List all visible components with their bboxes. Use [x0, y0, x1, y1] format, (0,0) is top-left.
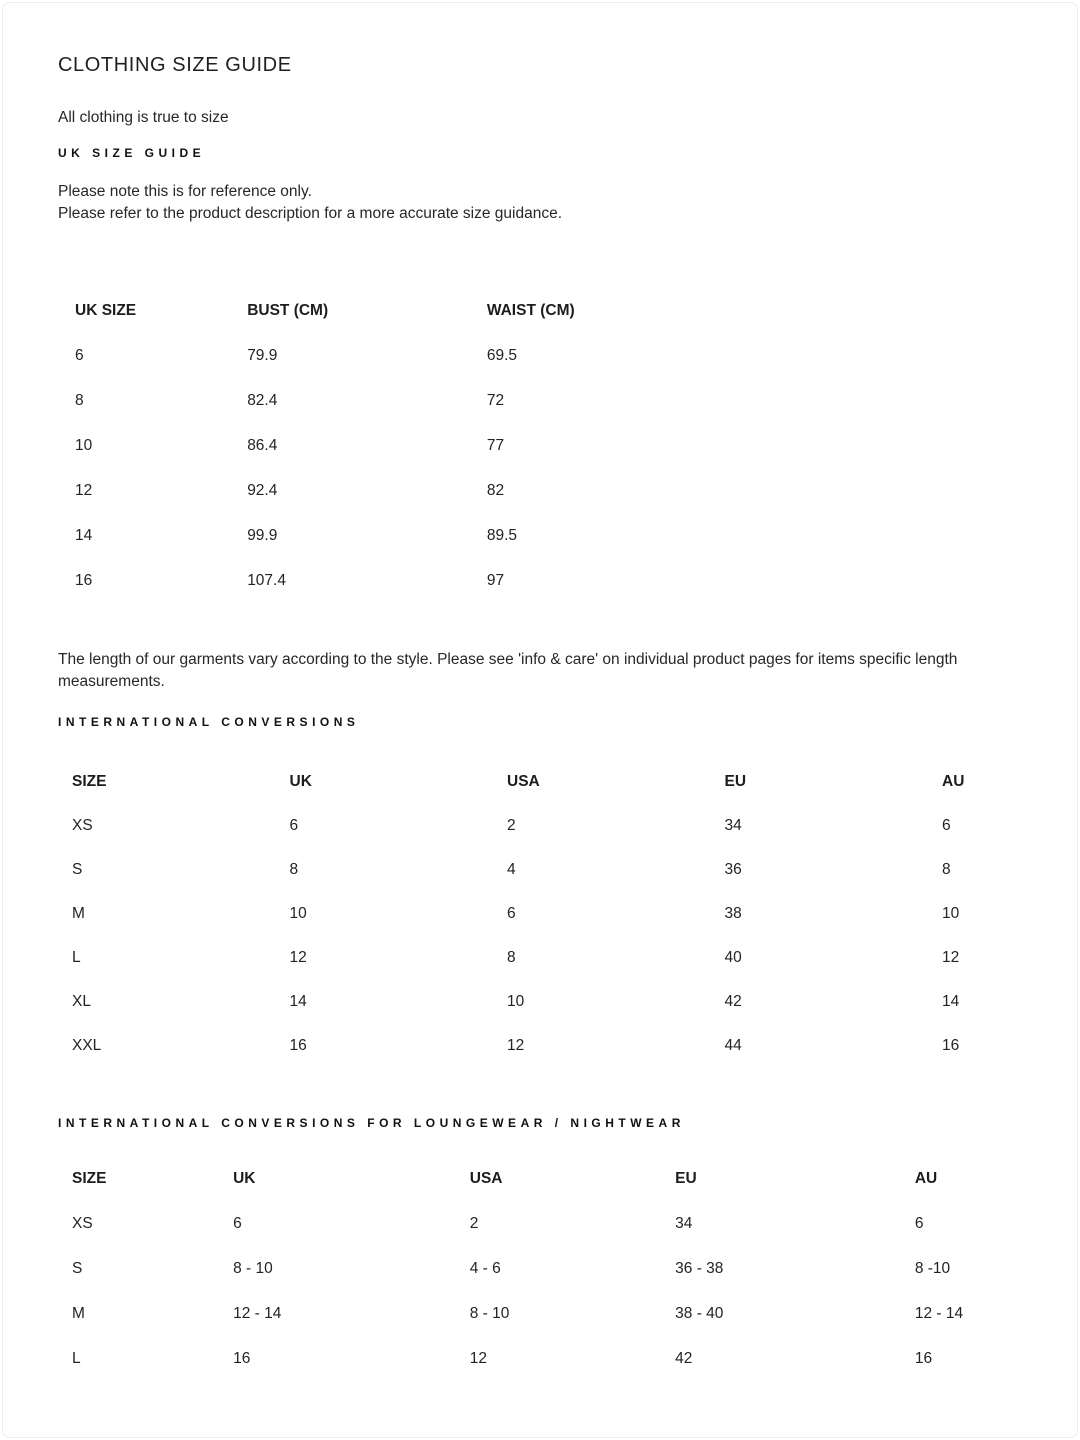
table-cell: 86.4: [247, 436, 278, 454]
loungewear-conversions-heading: INTERNATIONAL CONVERSIONS FOR LOUNGEWEAR / NIGHTWEAR: [58, 1116, 685, 1130]
header-row: [58, 288, 1065, 333]
column-header: UK: [289, 773, 312, 790]
true-to-size-note: All clothing is true to size: [58, 109, 229, 126]
table-cell: XS: [72, 1214, 93, 1232]
table-row: [58, 804, 1065, 848]
table-cell: 8: [289, 861, 299, 878]
table-cell: 16: [233, 1349, 251, 1367]
table-cell: 34: [675, 1214, 693, 1232]
table-cell: 92.4: [247, 481, 278, 499]
table-cell: 34: [724, 817, 742, 834]
table-cell: 12: [289, 949, 307, 966]
reference-note-line1: Please note this is for reference only.: [58, 183, 312, 200]
column-header: BUST (CM): [247, 301, 329, 319]
table-cell: 99.9: [247, 526, 278, 544]
table-cell: 40: [724, 949, 742, 966]
table-cell: 4: [507, 861, 516, 878]
table-cell: 44: [724, 1037, 742, 1054]
column-header: EU: [724, 773, 747, 790]
table-cell: 42: [675, 1349, 693, 1367]
column-header: AU: [942, 773, 965, 790]
table-cell: 12 - 14: [233, 1304, 282, 1322]
table-row: [58, 513, 1065, 558]
table-cell: 79.9: [247, 346, 278, 364]
international-conversions-table: [58, 760, 1065, 1068]
table-cell: 97: [486, 571, 505, 589]
table-cell: 8 -10: [914, 1259, 951, 1277]
table-cell: 72: [486, 391, 505, 409]
table-cell: 10: [289, 905, 307, 922]
table-cell: 6: [289, 817, 299, 834]
table-cell: 6: [75, 346, 84, 364]
table-row: [58, 1291, 1065, 1336]
table-cell: 8 - 10: [469, 1304, 510, 1322]
table-row: [58, 468, 1065, 513]
column-header: UK SIZE: [75, 301, 137, 319]
table-cell: S: [72, 861, 83, 878]
table-row: [58, 333, 1065, 378]
table-row: [58, 1246, 1065, 1291]
table-row: [58, 892, 1065, 936]
garment-length-note: The length of our garments vary according to the style. Please see 'info & care' on individual product pages for items specific length measurements.: [58, 651, 958, 690]
table-cell: 6: [942, 817, 951, 834]
column-header: AU: [914, 1169, 938, 1187]
table-cell: XS: [72, 817, 93, 834]
table-cell: 12: [942, 949, 960, 966]
table-cell: 14: [942, 993, 960, 1010]
table-cell: 16: [289, 1037, 307, 1054]
table-cell: 89.5: [486, 526, 518, 544]
table-cell: 14: [289, 993, 307, 1010]
table-cell: 8: [75, 391, 84, 409]
table-cell: 82: [486, 481, 505, 499]
table-cell: 12 - 14: [914, 1304, 964, 1322]
column-header: SIZE: [72, 773, 107, 790]
table-row: [58, 1336, 1065, 1381]
table-cell: 6: [914, 1214, 924, 1232]
column-header: USA: [507, 773, 540, 790]
table-cell: 12: [507, 1037, 525, 1054]
table-cell: L: [72, 949, 81, 966]
table-cell: XXL: [72, 1037, 102, 1054]
table-cell: 36 - 38: [675, 1259, 724, 1277]
table-cell: 82.4: [247, 391, 278, 409]
table-cell: 36: [724, 861, 742, 878]
table-cell: L: [72, 1349, 81, 1367]
table-cell: 16: [942, 1037, 960, 1054]
column-header: WAIST (CM): [486, 301, 575, 319]
international-conversions-heading: INTERNATIONAL CONVERSIONS: [58, 715, 360, 729]
table-cell: M: [72, 1304, 85, 1322]
column-header: SIZE: [72, 1169, 107, 1187]
table-row: [58, 848, 1065, 892]
uk-size-table: [58, 288, 1065, 603]
header-row: [58, 760, 1065, 804]
table-row: [58, 980, 1065, 1024]
table-row: [58, 936, 1065, 980]
uk-size-guide-heading: UK SIZE GUIDE: [58, 146, 206, 160]
table-cell: 10: [942, 905, 960, 922]
table-cell: 38 - 40: [675, 1304, 724, 1322]
table-cell: 77: [486, 436, 505, 454]
table-cell: 10: [507, 993, 525, 1010]
loungewear-conversions-table: [58, 1156, 1065, 1381]
table-cell: 69.5: [486, 346, 518, 364]
table-cell: 16: [75, 571, 93, 589]
header-row: [58, 1156, 1065, 1201]
table-cell: 6: [507, 905, 516, 922]
table-row: [58, 423, 1065, 468]
table-cell: 2: [469, 1214, 479, 1232]
table-cell: 8 - 10: [233, 1259, 273, 1277]
column-header: USA: [469, 1169, 503, 1187]
table-cell: 14: [75, 526, 93, 544]
table-row: [58, 1024, 1065, 1068]
table-cell: 8: [942, 861, 951, 878]
table-cell: 8: [507, 949, 516, 966]
table-cell: 4 - 6: [469, 1259, 501, 1277]
page-title: CLOTHING SIZE GUIDE: [58, 54, 292, 76]
reference-note-line2: Please refer to the product description for a more accurate size guidance.: [58, 205, 563, 222]
table-cell: 10: [75, 436, 93, 454]
table-cell: 12: [75, 481, 93, 499]
table-cell: M: [72, 905, 85, 922]
table-cell: 6: [233, 1214, 242, 1232]
table-cell: S: [72, 1259, 83, 1277]
reference-note: [58, 181, 1065, 225]
table-row: [58, 378, 1065, 423]
table-cell: 16: [914, 1349, 933, 1367]
table-row: [58, 558, 1065, 603]
table-cell: 107.4: [247, 571, 286, 589]
column-header: EU: [675, 1169, 697, 1187]
table-cell: 2: [507, 817, 516, 834]
table-cell: 38: [724, 905, 742, 922]
table-cell: 42: [724, 993, 742, 1010]
table-row: [58, 1201, 1065, 1246]
table-cell: 12: [469, 1349, 487, 1367]
column-header: UK: [233, 1169, 256, 1187]
table-cell: XL: [72, 993, 91, 1010]
